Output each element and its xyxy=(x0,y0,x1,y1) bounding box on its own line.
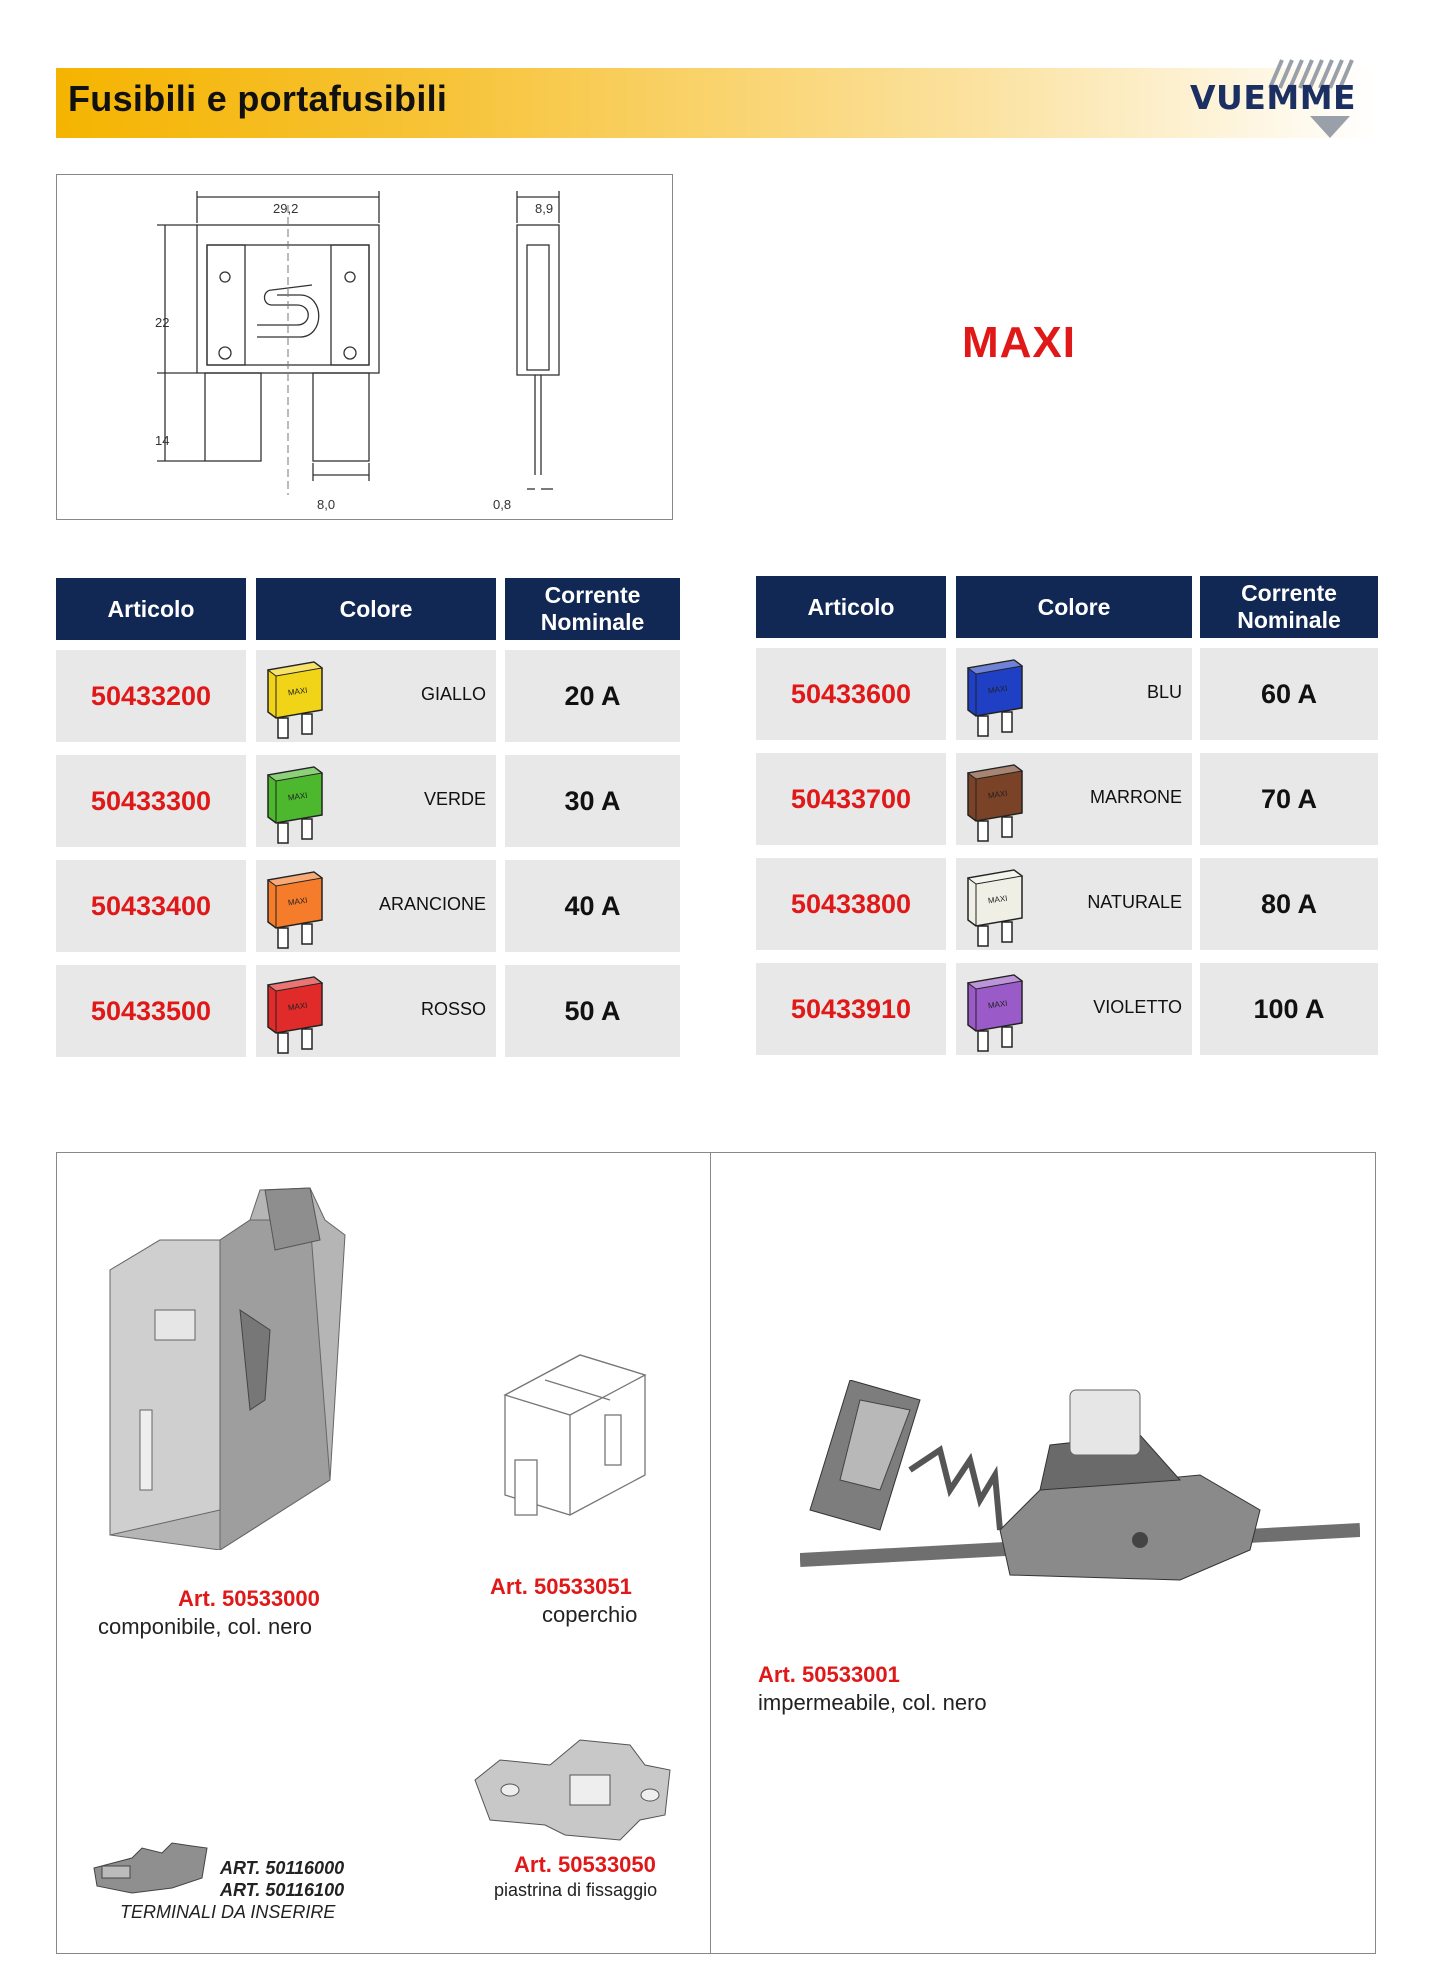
technical-drawing xyxy=(56,174,673,520)
header-corrente-line2: Nominale xyxy=(540,609,645,635)
terminals-image xyxy=(92,1838,210,1898)
fuse-icon xyxy=(964,864,1026,948)
color-name: MARRONE xyxy=(1089,787,1182,807)
article-code: 50433200 xyxy=(90,680,212,711)
color-name: BLU xyxy=(1146,682,1182,702)
article-code: 50433800 xyxy=(790,888,912,919)
cover-image xyxy=(500,1345,650,1540)
dim-thickness: 8,9 xyxy=(535,201,554,216)
art-50533000-code: Art. 50533000 xyxy=(178,1586,320,1611)
section-title: MAXI xyxy=(962,318,1076,367)
art-50533000-desc: componibile, col. nero xyxy=(98,1614,313,1639)
art-50116100: ART. 50116100 xyxy=(220,1880,345,1900)
svg-text:MAXI: MAXI xyxy=(987,998,1008,1011)
header-corrente-line1: Corrente xyxy=(544,582,641,608)
dim-width: 29,2 xyxy=(273,201,299,216)
modular-holder-image xyxy=(100,1180,350,1550)
header-corrente-line1: Corrente xyxy=(1241,580,1337,606)
svg-text:MAXI: MAXI xyxy=(987,788,1008,801)
article-code: 50433910 xyxy=(790,993,912,1024)
dim-leg-thickness: 0,8 xyxy=(493,497,512,512)
art-50116000: ART. 50116000 xyxy=(220,1858,345,1878)
article-code: 50433400 xyxy=(90,890,212,921)
svg-text:MAXI: MAXI xyxy=(287,790,308,803)
color-name: VIOLETTO xyxy=(1093,997,1182,1017)
color-name: VERDE xyxy=(423,789,486,809)
color-name: NATURALE xyxy=(1087,892,1182,912)
page-title: Fusibili e portafusibili xyxy=(68,78,448,119)
panel-divider xyxy=(710,1152,711,1954)
nominal-current: 30 A xyxy=(564,785,621,816)
svg-text:MAXI: MAXI xyxy=(987,683,1008,696)
header-corrente-line2: Nominale xyxy=(1237,607,1341,633)
nominal-current: 70 A xyxy=(1260,783,1318,814)
header-articolo: Articolo xyxy=(756,576,946,638)
dim-leg-width: 8,0 xyxy=(317,497,336,512)
art-50533051-code: Art. 50533051 xyxy=(490,1574,632,1599)
svg-text:MAXI: MAXI xyxy=(287,1000,308,1013)
waterproof-holder-image xyxy=(800,1380,1360,1610)
nominal-current: 20 A xyxy=(564,680,621,711)
header-articolo: Articolo xyxy=(56,578,246,640)
art-50533050-desc: piastrina di fissaggio xyxy=(494,1880,658,1900)
article-code: 50433300 xyxy=(90,785,212,816)
article-code: 50433500 xyxy=(90,995,212,1026)
dim-leg-length: 14 xyxy=(155,433,170,448)
header-corrente xyxy=(1200,576,1378,638)
nominal-current: 100 A xyxy=(1253,993,1325,1024)
art-50533051-desc: coperchio xyxy=(542,1602,638,1627)
nominal-current: 50 A xyxy=(564,995,621,1026)
article-code: 50433700 xyxy=(790,783,912,814)
fuse-icon xyxy=(264,761,326,845)
svg-text:MAXI: MAXI xyxy=(987,893,1008,906)
svg-text:MAXI: MAXI xyxy=(287,895,308,908)
art-50533001-code: Art. 50533001 xyxy=(758,1662,900,1687)
color-name: ARANCIONE xyxy=(378,894,486,914)
fuse-icon xyxy=(264,866,326,950)
header-corrente xyxy=(505,578,680,640)
color-name: GIALLO xyxy=(420,684,486,704)
mounting-plate-image xyxy=(470,1735,675,1845)
art-50533001-desc: impermeabile, col. nero xyxy=(758,1690,987,1715)
header-colore: Colore xyxy=(256,578,496,640)
dim-height: 22 xyxy=(155,315,170,330)
header-colore: Colore xyxy=(956,576,1192,638)
vuemme-logo xyxy=(1190,58,1380,138)
logo-text: VUEMME xyxy=(1190,78,1357,117)
svg-text:MAXI: MAXI xyxy=(287,685,308,698)
terminals-desc: TERMINALI DA INSERIRE xyxy=(120,1902,336,1922)
nominal-current: 60 A xyxy=(1260,678,1318,709)
art-50533050-code: Art. 50533050 xyxy=(514,1852,656,1877)
color-name: ROSSO xyxy=(420,999,486,1019)
nominal-current: 40 A xyxy=(564,890,621,921)
fuse-icon xyxy=(964,654,1026,738)
nominal-current: 80 A xyxy=(1260,888,1318,919)
fuse-icon xyxy=(964,969,1026,1053)
article-code: 50433600 xyxy=(790,678,912,709)
fuse-icon xyxy=(264,656,326,740)
fuse-icon xyxy=(264,971,326,1055)
fuse-icon xyxy=(964,759,1026,843)
